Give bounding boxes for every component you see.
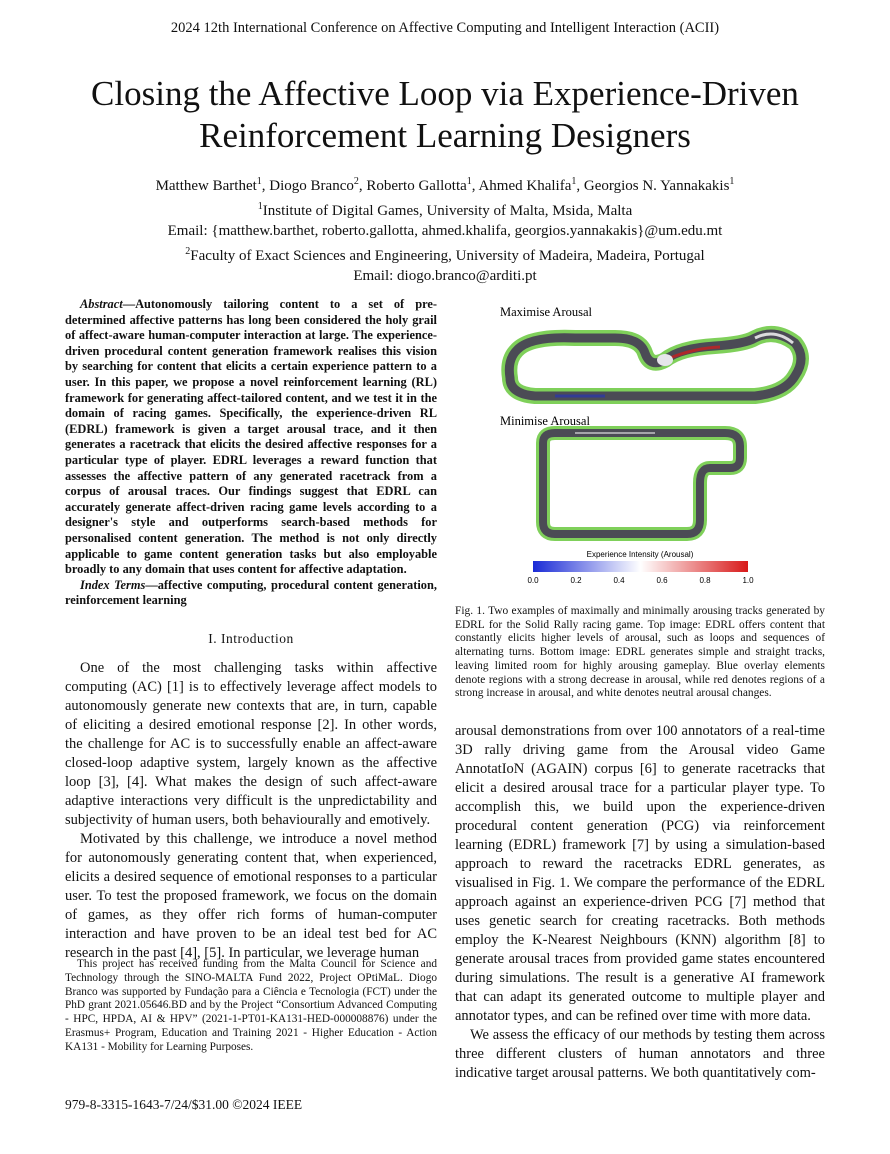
footnote [65,958,437,1055]
colorbar-ticks [527,576,754,585]
author-affil-mark: 1 [256,176,262,187]
figure-label-top: Maximise Arousal [500,305,593,319]
paper-title [0,73,890,157]
track-bottom-road [543,433,740,534]
paragraph: Motivated by this challenge, we introduce a novel method for autonomously generating content that, when experienced, elicits a desired sequence of emotional responses to a particular user. To test the proposed framework, we focus on the domain of games, as they offer rich forms of human-computer interaction and have proven to be an ideal test bed for AC research in the past [4], [5]. In particular, we leverage human [65,831,437,961]
index-terms-text: —affective computing, procedural content generation, reinforcement learning [65,577,437,608]
affil-mark: 2 [185,245,191,257]
paragraph: arousal demonstrations from over 100 annotators of a real-time 3D rally driving game from the Arousal video Game AnnotatIoN (AGAIN) corpus [6] to generate racetracks that elicit a desired arousal trace for a particular player type. To accomplish this, we build upon the experience-driven procedural content generation (PCG) via reinforcement learning (EDRL) framework [7] by using a simulation-based approach to reward the racetracks EDRL generates, as visualised in Fig. 1. We compare the performance of the EDRL approach against an experience-driven PCG [7] method that uses genetic search for creating racetracks. Both methods employ the K-Nearest Neighbours (KNN) algorithm [8] to generate arousal traces from provided game states encountered during simulations. The result is a generative AI framework that can adapt its generated outcome to multiple player and annotator types, and can be refined over time with more data. [455,723,825,1024]
author: Georgios N. Yannakakis [583,178,730,194]
author-affil-mark: 1 [571,176,577,187]
figure-label-bottom: Minimise Arousal [500,414,590,428]
index-terms [65,578,437,609]
introduction-body [65,659,437,963]
title-line-2: Reinforcement Learning Designers [199,116,691,155]
affil-mark: 1 [257,200,263,212]
index-terms-label: Index Terms [80,577,146,592]
colorbar-tick: 0.0 [527,576,539,585]
conference-header: 2024 12th International Conference on Affective Computing and Intelligent Interaction (ACII) [170,20,720,36]
colorbar-tick: 1.0 [742,576,754,585]
affiliation-2 [0,242,890,267]
email-2: Email: diogo.branco@arditi.pt [353,268,537,284]
track-top-object [657,354,673,366]
abstract-label: Abstract [80,297,123,311]
author-list: Matthew Barthet$^1$, Diogo Branco$^2$, Roberto Gallotta$^1$, Ahmed Khalifa$^1$, Georgios N. Yannakakis$^1$ [155,176,735,194]
paragraph: One of the most challenging tasks within affective computing (AC) [1] is to effectively leverage affect models to autonomously generate new contexts that are, in turn, capable of eliciting a desired emotional response [2]. In other words, the challenge for AC is to successfully enable an affect-aware closed-loop adaptive system, largely known as the affective loop [3], [4]. What makes the design of such affect-aware adaptive interactions very difficult is the unpredictability and subjectivity of human users, both behaviourally and emotively. [65,660,437,828]
abstract-text: —Autonomously tailoring content to a set of pre-determined affective patterns has long been considered the holy grail of affect-aware human-computer interaction at large. The experience-driven procedural content generation framework realises this vision by searching for content that elicits a certain experience pattern to a user. In this paper, we propose a novel reinforcement learning (RL) framework for generating affect-tailored content, and we test it in the domain of racing games. Specifically, the experience-driven RL (EDRL) framework is given a target arousal trace, and it then generates a racetrack that elicits the desired affective responses for a particular type of player. EDRL leverages a reward function that assesses the affective pattern of any generated racetrack from a corpus of arousal traces. Our findings suggest that EDRL can accurately generate affect-driven racing game levels according to a designer's style and outperforms search-based methods for personalised content generation. The method is not only directly applicable to game content generation tasks but also employable broadly to any domain that uses content for affective adaptation. [65,297,437,577]
affiliation-1 [0,197,890,222]
track-bottom-grass [543,433,740,534]
paragraph: We assess the efficacy of our methods by testing them across three different clusters of human annotators and three indicative target arousal patterns. We both quantitatively com- [455,1027,825,1081]
colorbar-tick: 0.8 [699,576,711,585]
right-column-body [455,722,825,1083]
colorbar [533,561,748,572]
email-1: Email: {matthew.barthet, roberto.gallotta, ahmed.khalifa, georgios.yannakakis}@um.edu.mt [167,223,723,239]
colorbar-tick: 0.2 [570,576,582,585]
author: Diogo Branco [269,178,354,194]
copyright-line: 979-8-3315-1643-7/24/$31.00 ©2024 IEEE [65,1097,303,1112]
figure-image [455,298,825,598]
footnote-text: This project has received funding from the Malta Council for Science and Technology through the SINO-MALTA Fund 2022, Project OPtiMaL. Diogo Branco was supported by Fundação para a Ciência e Tecnologia (FCT) under the PhD grant 2021.05646.BD and by the Project “Consortium Advanced Computing - HPC, HPDA, AI & HPV” (2021-1-PT01-KA131-HED-000008876) under the Erasmus+ Program, Education and Training 2021 - Higher Education - Action KA131 - Mobility for Learning Purposes. [65,958,437,1053]
author-affil-mark: 1 [729,176,735,187]
title-line-1: Closing the Affective Loop via Experience-Driven [91,74,799,113]
colorbar-tick: 0.4 [613,576,625,585]
author: Ahmed Khalifa [478,178,572,194]
abstract-paragraph [65,297,437,578]
author-affil-mark: 1 [466,176,472,187]
affiliation-text: Institute of Digital Games, University of Malta, Msida, Malta [262,202,633,219]
figure-1 [455,298,825,598]
abstract [65,297,437,609]
section-heading: I. Introduction [208,631,294,646]
colorbar-title: Experience Intensity (Arousal) [586,550,694,559]
author: Matthew Barthet [155,178,257,194]
affiliation-text: Faculty of Exact Sciences and Engineering, University of Madeira, Madeira, Portugal [190,247,705,264]
author: Roberto Gallotta [366,178,467,194]
author-affil-mark: 2 [353,176,359,187]
figure-caption: Fig. 1. Two examples of maximally and minimally arousing tracks generated by EDRL for the Solid Rally racing game. Top image: EDRL offers content that constantly elicits higher levels of arousal, such as loops and sequences of alternating turns. Bottom image: EDRL generates simple and straight tracks, leaving limited room for highly arousing gameplay. Blue overlay elements denote regions with a strong decrease in arousal, while red denotes regions of a strong increase in arousal, and white denotes neutral arousal changes. [455,605,825,700]
author-block [0,172,890,287]
colorbar-tick: 0.6 [656,576,668,585]
